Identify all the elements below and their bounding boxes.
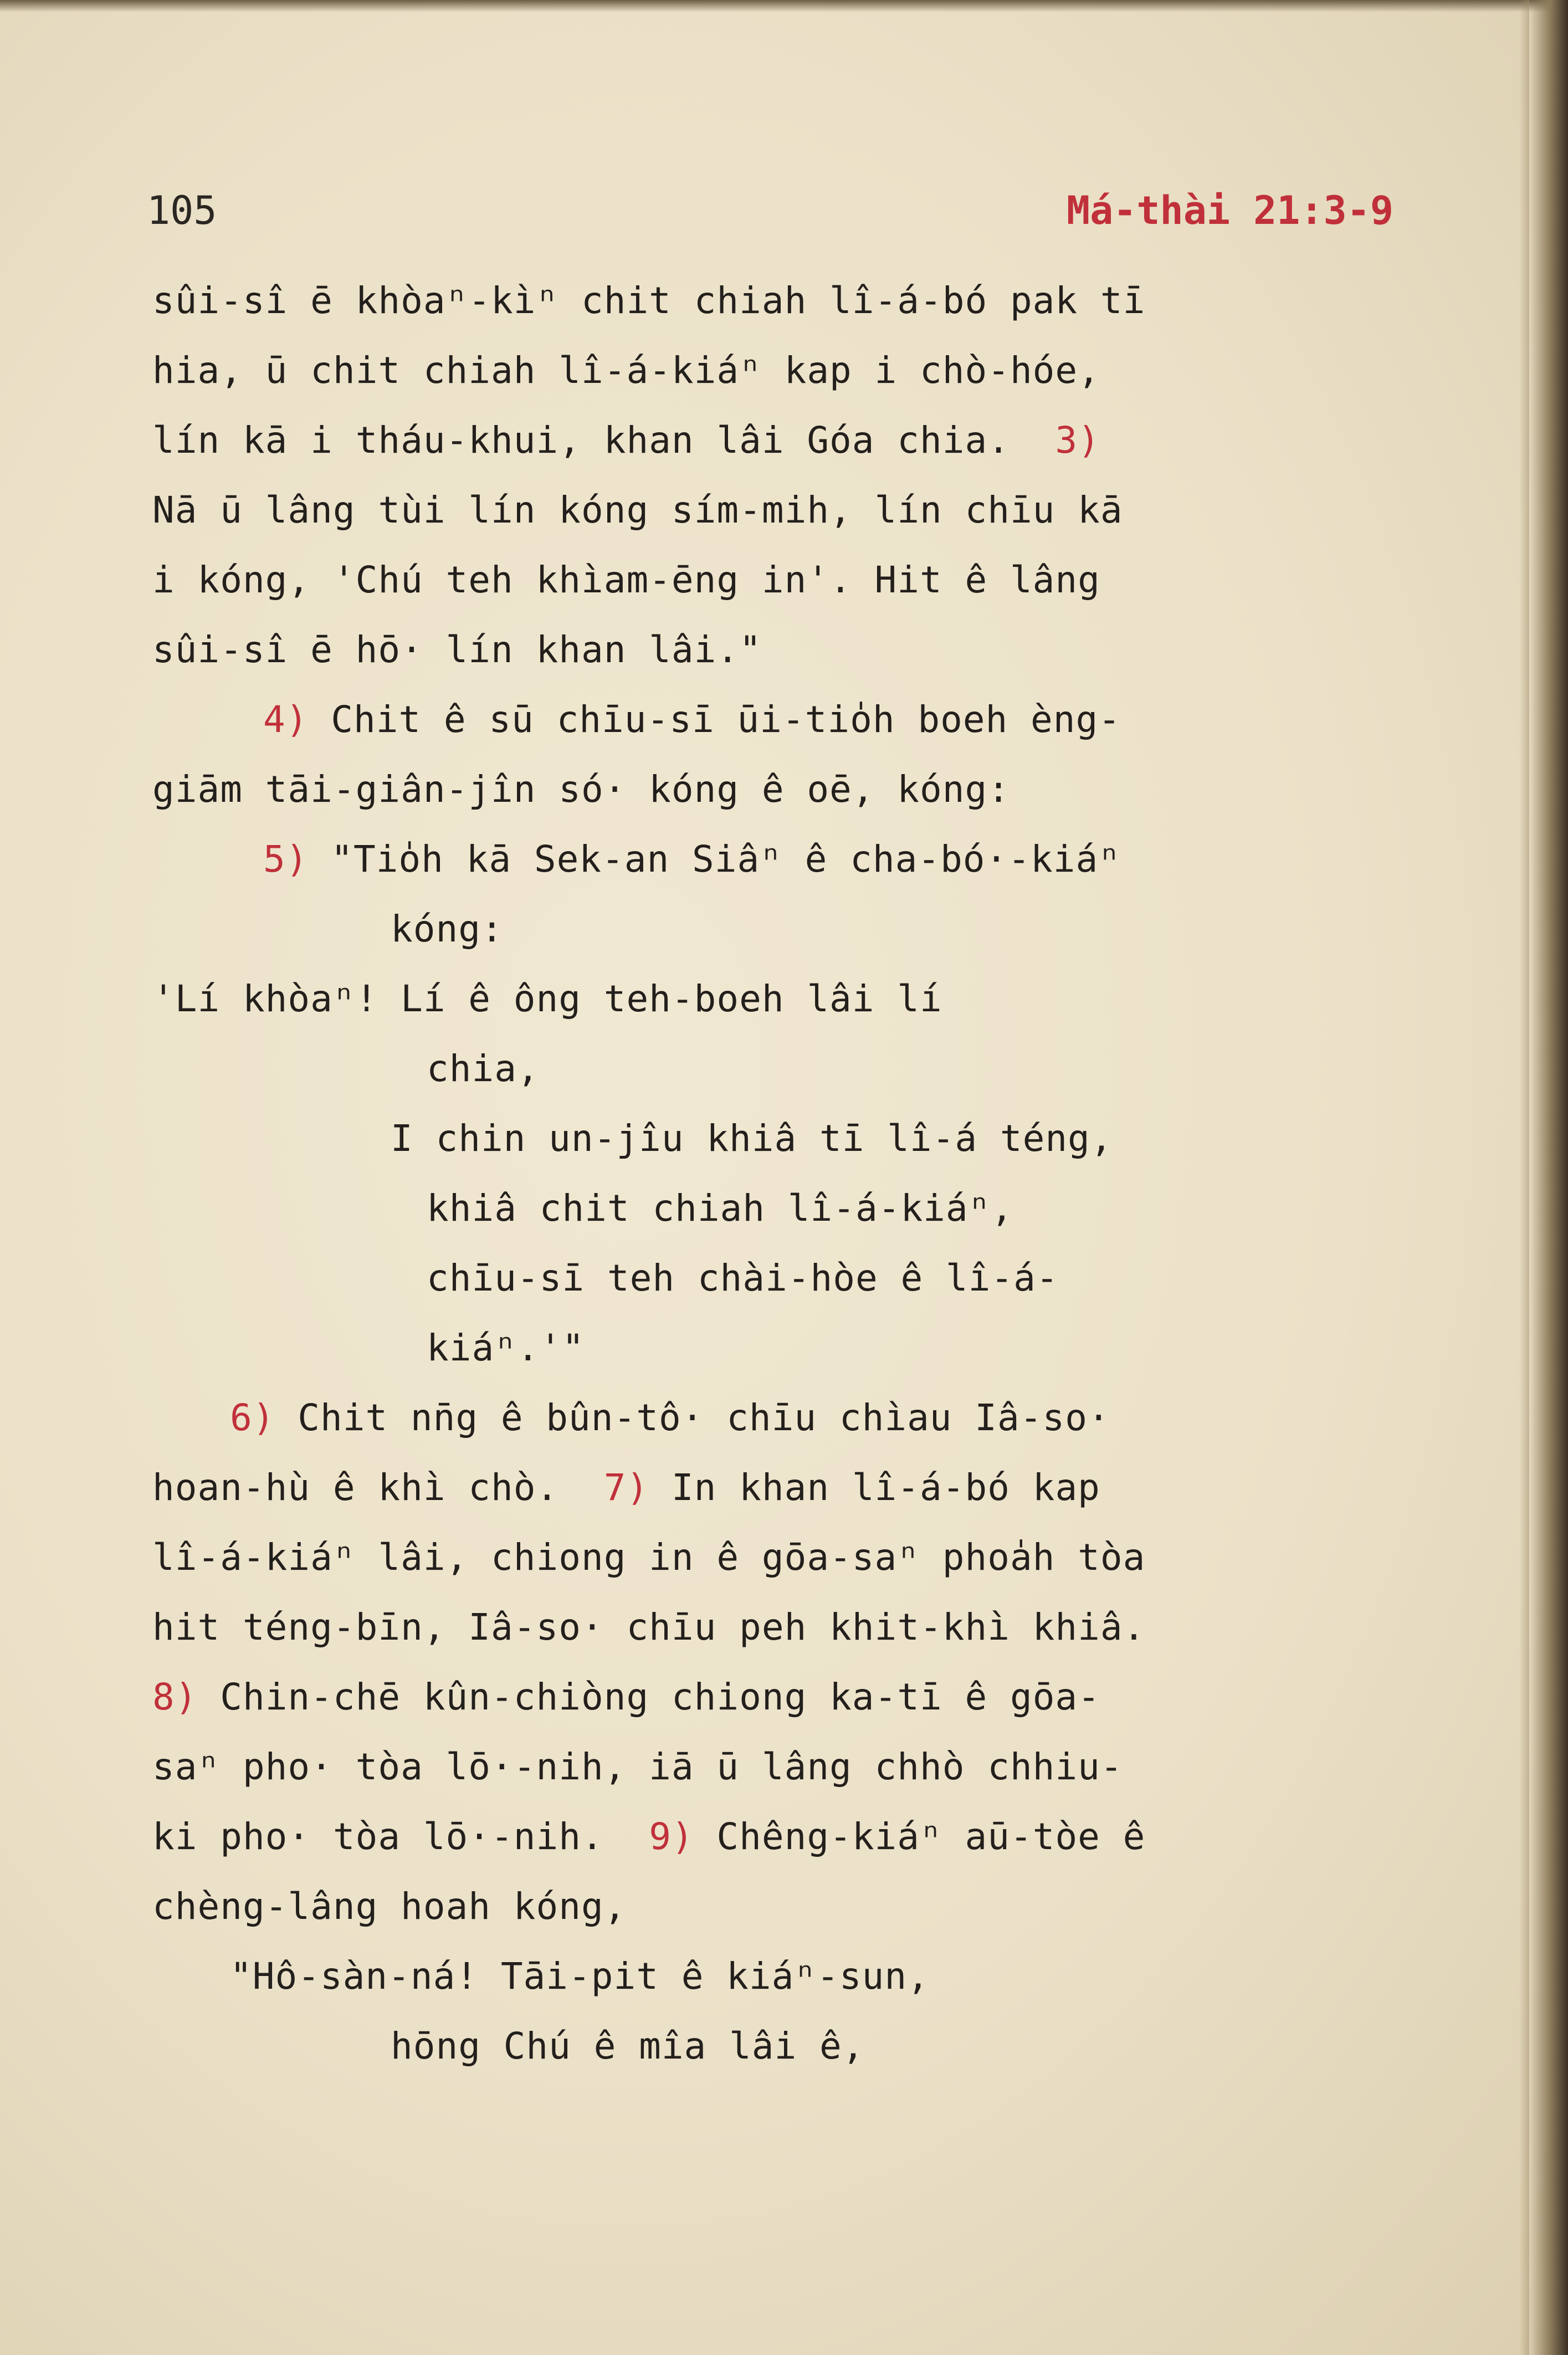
line-text: giām tāi-giân-jîn só· kóng ê oē, kóng: [152, 768, 1010, 811]
line-text: kóng: [391, 908, 504, 950]
line-text: sûi-sî ē hō· lín khan lâi." [152, 628, 762, 671]
line-text: 'Lí khòaⁿ! Lí ê ông teh-boeh lâi lí [152, 977, 942, 1020]
text-line [152, 1732, 1427, 1802]
line-text: chīu-sī teh chài-hòe ê lî-á- [427, 1257, 1059, 1299]
text-line [152, 615, 1427, 685]
text-line [152, 2011, 1427, 2081]
text-line [152, 1662, 1427, 1732]
text-line [152, 1313, 1427, 1383]
scripture-text [152, 266, 1427, 2081]
running-head: Má-thài 21:3-9 [1066, 188, 1393, 233]
verse-number: 7) [603, 1466, 649, 1509]
text-line [152, 964, 1427, 1034]
text-line [152, 825, 1427, 894]
text-line [152, 1523, 1427, 1593]
verse-number: 9) [649, 1815, 694, 1858]
text-line [152, 755, 1427, 825]
text-line [152, 406, 1427, 475]
text-line [152, 1383, 1427, 1453]
text-line [152, 1174, 1427, 1243]
text-line [152, 1453, 1427, 1523]
line-text: ki pho· tòa lō·-nih. [152, 1815, 649, 1858]
text-line [152, 894, 1427, 964]
line-text: chia, [427, 1047, 540, 1090]
verse-number: 3) [1055, 419, 1100, 462]
line-text: Nā ū lâng tùi lín kóng sím-mih, lín chīu kā [152, 489, 1123, 531]
verse-number: 6) [230, 1396, 275, 1439]
book-binding-edge [1529, 0, 1568, 2355]
verse-number: 5) [263, 838, 309, 880]
text-line [152, 1942, 1427, 2011]
line-text: hit téng-bīn, Iâ-so· chīu peh khit-khì khiâ. [152, 1606, 1146, 1648]
text-line [152, 336, 1427, 406]
text-line [152, 266, 1427, 336]
text-line [152, 1034, 1427, 1104]
text-line [152, 475, 1427, 545]
text-line [152, 1243, 1427, 1313]
line-text: sûi-sî ē khòaⁿ-kìⁿ chit chiah lî-á-bó pak tī [152, 279, 1146, 322]
line-text: "Hô-sàn-ná! Tāi-pit ê kiáⁿ-sun, [230, 1955, 930, 1998]
line-text: khiâ chit chiah lî-á-kiáⁿ, [427, 1187, 1014, 1230]
verse-number: 8) [152, 1676, 198, 1718]
text-line [152, 1593, 1427, 1662]
line-text: kiáⁿ.'" [427, 1327, 585, 1369]
verse-number: 4) [263, 698, 309, 741]
line-text: I chin un-jîu khiâ tī lî-á téng, [391, 1117, 1113, 1160]
page-top-shadow [0, 0, 1568, 12]
line-text: Chin-chē kûn-chiòng chiong ka-tī ê gōa- [197, 1676, 1100, 1718]
line-text: lín kā i tháu-khui, khan lâi Góa chia. [152, 419, 1055, 462]
page-number: 105 [147, 188, 217, 233]
text-line [152, 1802, 1427, 1872]
line-text: hoan-hù ê khì chò. [152, 1466, 604, 1509]
text-line [152, 1104, 1427, 1174]
line-text: Chit ê sū chīu-sī ūi-tio̍h boeh èng- [308, 698, 1121, 741]
text-line [152, 1872, 1427, 1942]
line-text: chèng-lâng hoah kóng, [152, 1885, 627, 1928]
line-text: "Tio̍h kā Sek-an Siâⁿ ê cha-bó·-kiáⁿ [308, 838, 1121, 880]
line-text: saⁿ pho· tòa lō·-nih, iā ū lâng chhò chhiu- [152, 1745, 1123, 1788]
line-text: i kóng, 'Chú teh khìam-ēng in'. Hit ê lâng [152, 559, 1100, 601]
page-fold-shadow [1519, 0, 1529, 2355]
page-header [147, 183, 1393, 238]
line-text: Chêng-kiáⁿ aū-tòe ê [694, 1815, 1146, 1858]
line-text: hōng Chú ê mîa lâi ê, [391, 2025, 865, 2067]
line-text: Chit nn̄g ê bûn-tô· chīu chìau Iâ-so· [275, 1396, 1110, 1439]
text-line [152, 545, 1427, 615]
line-text: lî-á-kiáⁿ lâi, chiong in ê gōa-saⁿ phoa̍h tòa [152, 1536, 1146, 1579]
text-line [152, 685, 1427, 755]
line-text: hia, ū chit chiah lî-á-kiáⁿ kap i chò-hóe, [152, 349, 1100, 392]
line-text: In khan lî-á-bó kap [649, 1466, 1100, 1509]
